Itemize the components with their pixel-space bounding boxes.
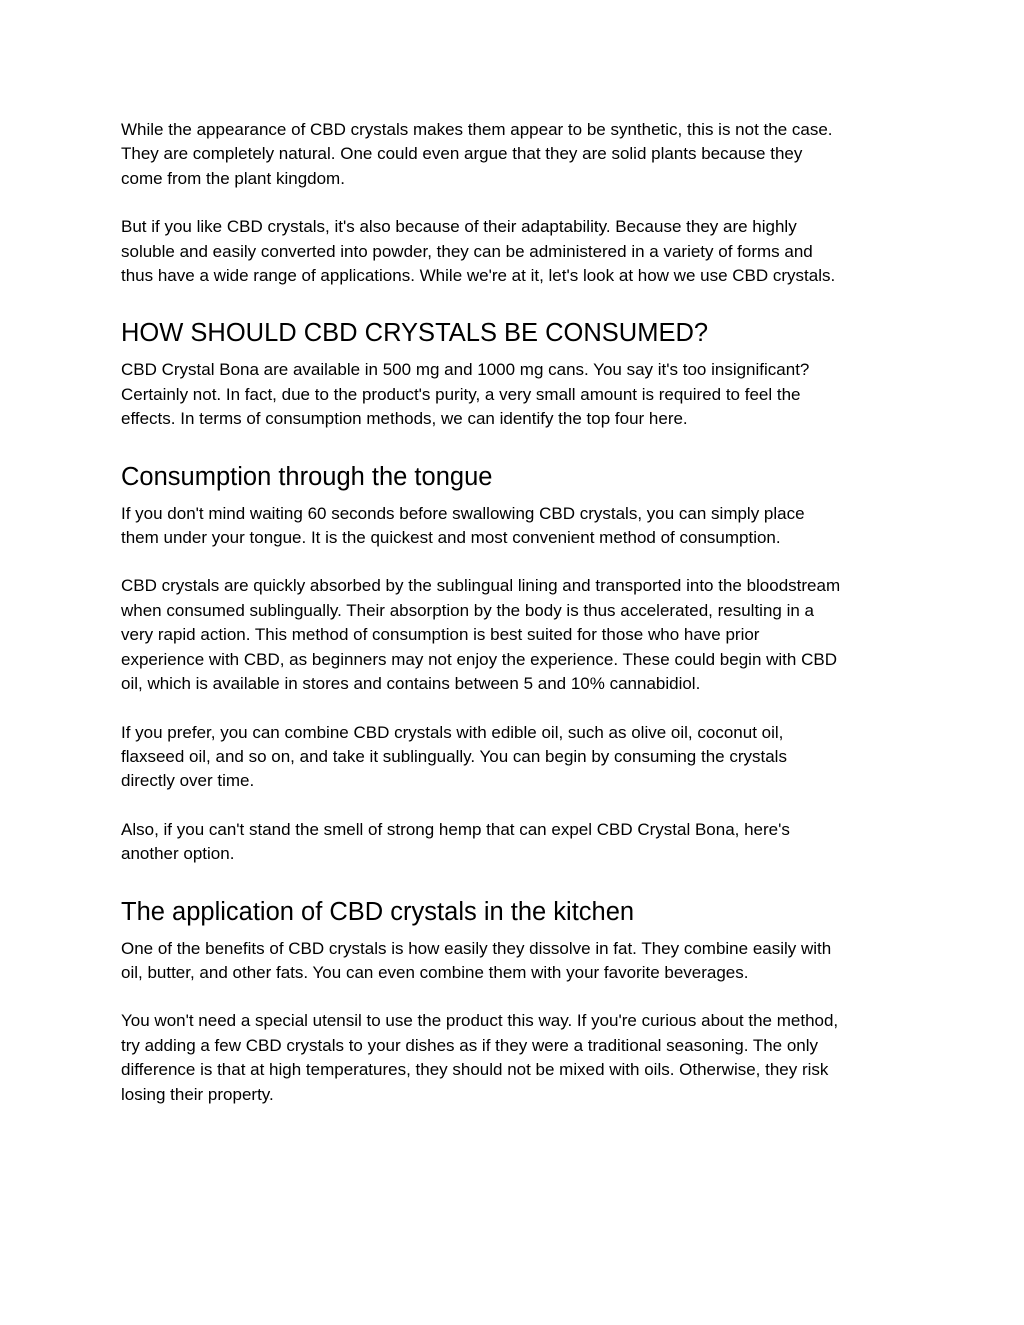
tongue-paragraph-1: If you don't mind waiting 60 seconds before swallowing CBD crystals, you can simply place them under your tongue. It is the quickest and most convenient method of consumption.	[121, 503, 805, 548]
kitchen-paragraph-1: One of the benefits of CBD crystals is how easily they dissolve in fat. They combine easily with oil, butter, and other fats. You can even combine them with your favorite beverages.	[121, 938, 832, 982]
intro-paragraph-2: But if you like CBD crystals, it's also because of their adaptability. Because they are highly soluble and easily converted into powder, they can be administered in a variety of forms and thus have a wide range of applications. While we're at it, let's look at how we use CBD crystals.	[121, 217, 836, 286]
intro-paragraph-1: While the appearance of CBD crystals makes them appear to be synthetic, this is not the case. They are completely natural. One could even argue that they are solid plants because they come from the plant kingdom.	[121, 120, 833, 188]
tongue-paragraph-3: If you prefer, you can combine CBD crystals with edible oil, such as olive oil, coconut oil, flaxseed oil, and so on, and take it sublingually. You can begin by consuming the crystals directly over time.	[121, 722, 787, 791]
tongue-paragraph-4: Also, if you can't stand the smell of strong hemp that can expel CBD Crystal Bona, here's another option.	[121, 819, 790, 864]
heading-how-to-consume: HOW SHOULD CBD CRYSTALS BE CONSUMED?	[121, 319, 709, 348]
consume-paragraph-1: CBD Crystal Bona are available in 500 mg and 1000 mg cans. You say it's too insignificant? Certainly not. In fact, due to the product's purity, a very small amount is required to feel the effects. In terms of consumption methods, we can identify the top four here.	[121, 360, 810, 429]
tongue-paragraph-2: CBD crystals are quickly absorbed by the sublingual lining and transported into the bloodstream when consumed sublingually. Their absorption by the body is thus accelerated, resulting in a very rapid action. This method of consumption is best suited for those who have prior experience with CBD, as beginners may not enjoy the experience. These could begin with CBD oil, which is available in stores and contains between 5 and 10% cannabidiol.	[121, 576, 841, 694]
heading-tongue: Consumption through the tongue	[121, 462, 493, 491]
document-page	[121, 118, 911, 1107]
heading-kitchen: The application of CBD crystals in the kitchen	[121, 897, 635, 926]
kitchen-paragraph-2: You won't need a special utensil to use the product this way. If you're curious about the method, try adding a few CBD crystals to your dishes as if they were a traditional seasoning. The only difference is that at high temperatures, they should not be mixed with oils. Otherwise, they risk losing their property.	[121, 1011, 839, 1104]
